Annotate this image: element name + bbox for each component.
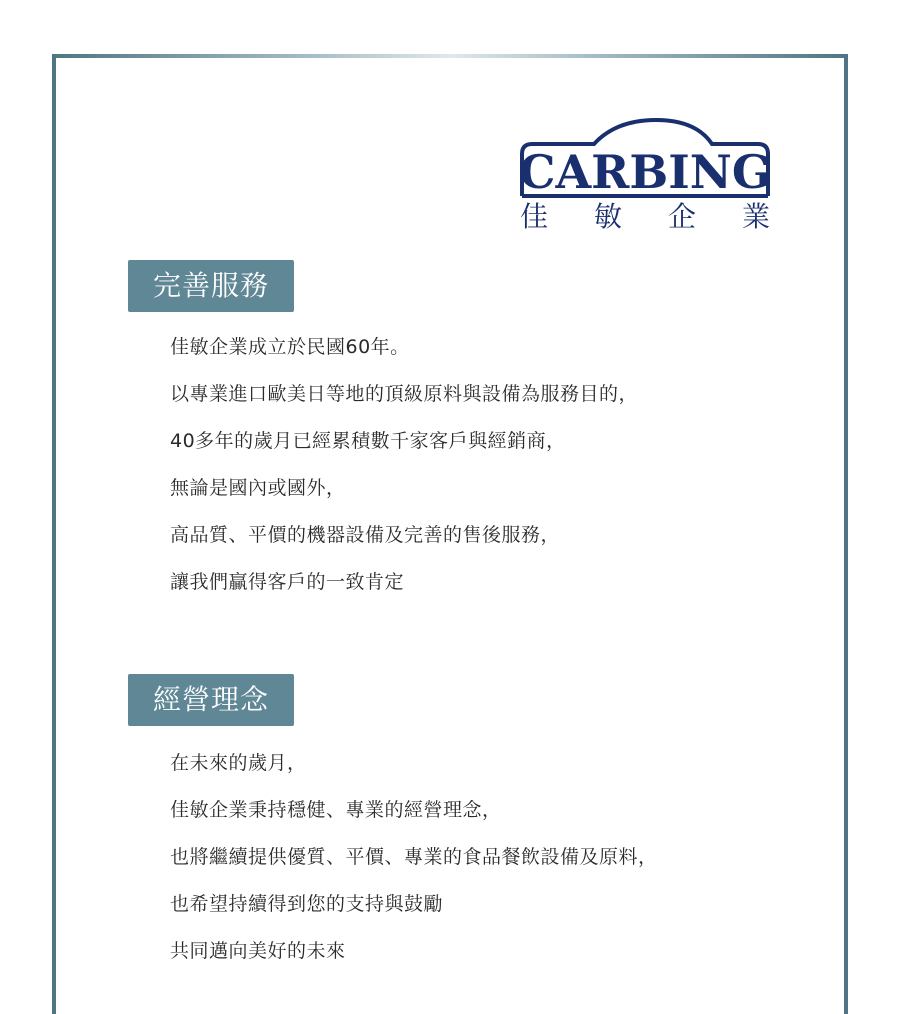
brand-en-text: CARBING [518, 145, 772, 199]
philosophy-line: 在未來的歲月， [170, 752, 307, 774]
service-lines [170, 332, 638, 614]
brand-cn-char-3: 企 [667, 200, 696, 233]
service-line: 讓我們贏得客戶的一致肯定 [170, 571, 405, 593]
philosophy-line: 佳敏企業秉持穩健、專業的經營理念， [170, 799, 502, 821]
service-line: 40多年的歲月已經累積數千家客戶與經銷商， [170, 430, 566, 452]
service-line: 高品質、平價的機器設備及完善的售後服務， [170, 524, 561, 546]
philosophy-line: 也希望持續得到您的支持與鼓勵 [170, 893, 444, 915]
section-heading-philosophy: 經營理念 [128, 674, 294, 726]
philosophy-lines [170, 748, 658, 983]
philosophy-line: 共同邁向美好的未來 [170, 940, 346, 962]
brand-cn-char-2: 敏 [593, 200, 622, 233]
philosophy-line: 也將繼續提供優質、平價、專業的食品餐飲設備及原料， [170, 846, 658, 868]
frame-top-border [52, 54, 848, 58]
service-line: 以專業進口歐美日等地的頂級原料與設備為服務目的， [170, 383, 639, 405]
brand-cn-char-4: 業 [741, 200, 770, 233]
brand-cn-char-1: 佳 [520, 200, 549, 233]
service-line: 佳敏企業成立於民國60年。 [170, 336, 410, 358]
section-heading-service: 完善服務 [128, 260, 294, 312]
brand-cn [520, 200, 770, 234]
service-line: 無論是國內或國外， [170, 477, 346, 499]
